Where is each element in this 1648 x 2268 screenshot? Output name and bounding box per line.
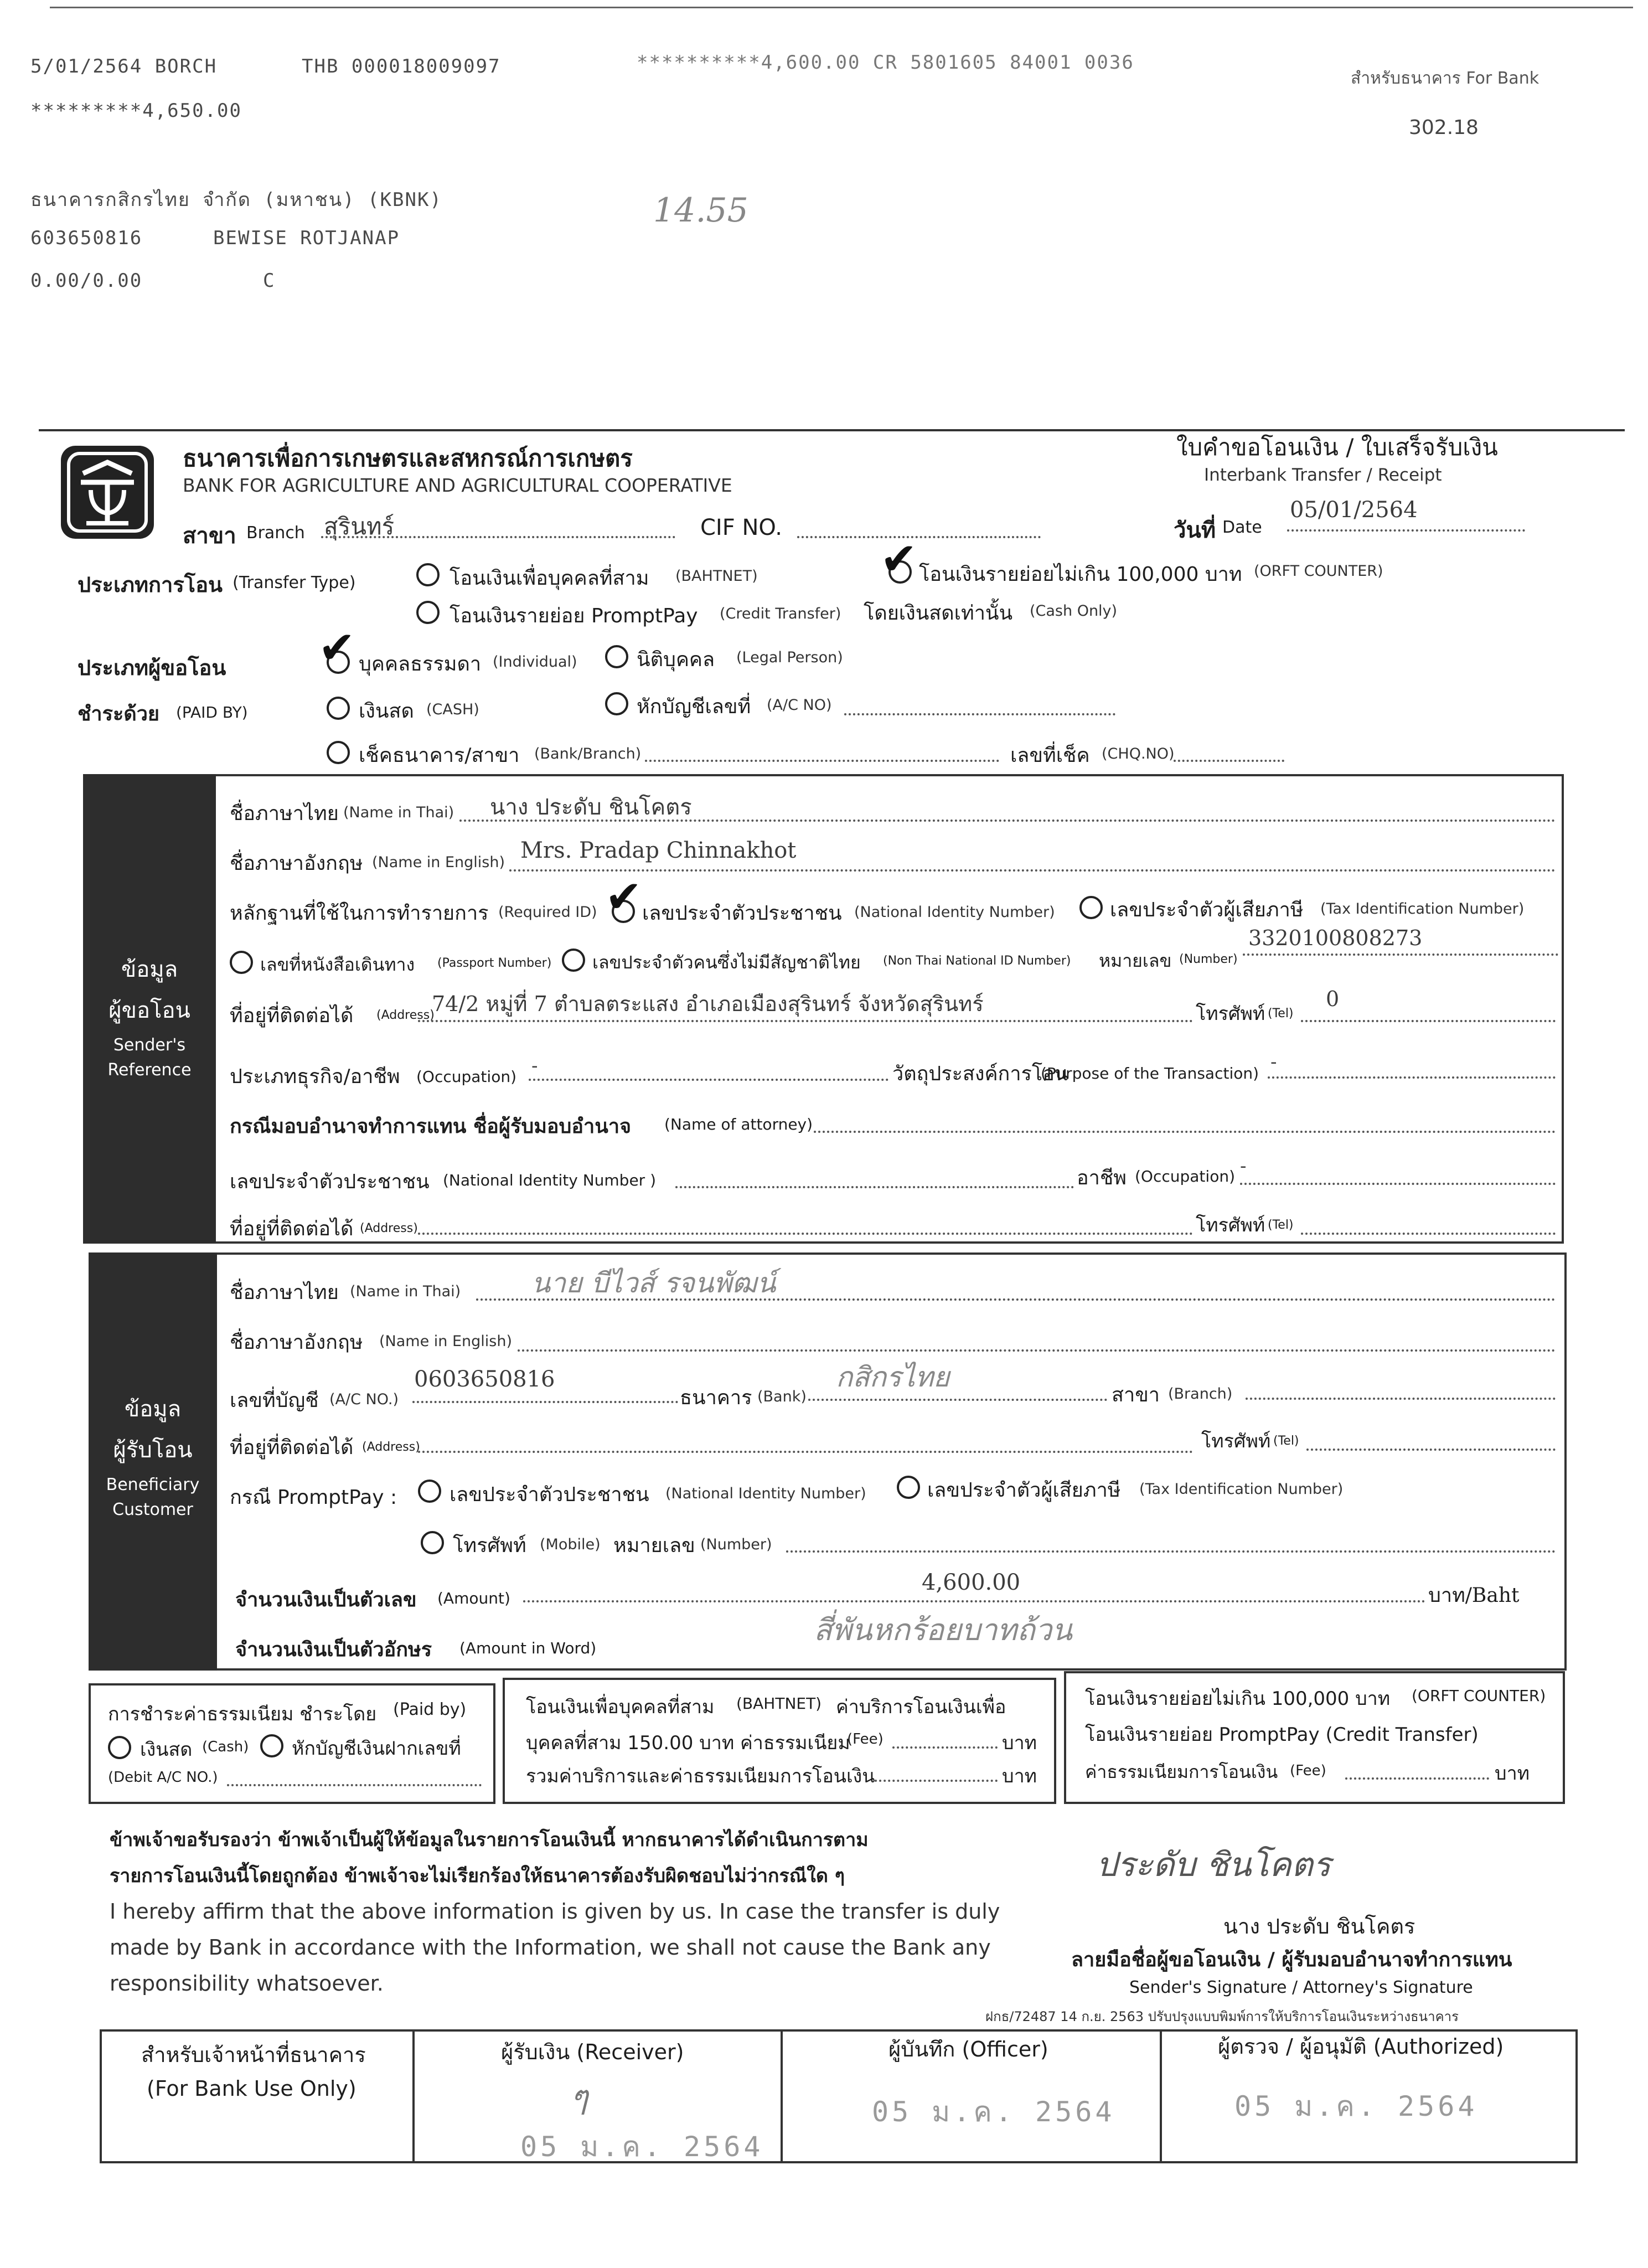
paid-cheque-label-en: (Bank/Branch) <box>534 745 642 762</box>
fee-cash-label-en: (Cash) <box>202 1739 249 1755</box>
sender-sidebar <box>83 774 216 1244</box>
branch-label-th: สาขา <box>183 523 236 549</box>
sender-address-value[interactable]: 74/2 หมู่ที่ 7 ตำบลตระแสง อำเภอเมืองสุรินทร์ จังหวัดสุรินทร์ <box>432 992 984 1016</box>
sender-name-th-value[interactable]: นาง ประดับ ชินโคตร <box>490 795 692 820</box>
receiver-initials: ๆ <box>570 2078 588 2117</box>
orft-fee-line2: โอนเงินรายย่อย PromptPay (Credit Transfer) <box>1085 1724 1479 1746</box>
tax-id-label-en: (Tax Identification Number) <box>1320 900 1525 917</box>
beneficiary-side-en-1: Beneficiary <box>106 1475 200 1494</box>
fee-cash-radio[interactable] <box>108 1736 131 1759</box>
bank-use-divider-2 <box>781 2029 783 2163</box>
cash-only-th: โดยเงินสดเท่านั้น <box>864 602 1013 625</box>
bank-use-label-th: สำหรับเจ้าหน้าที่ธนาคาร <box>141 2043 366 2067</box>
attorney-label-en: (Name of attorney) <box>664 1115 813 1133</box>
beneficiary-bank-label-en: (Bank) <box>757 1388 807 1405</box>
pp-national-id-label-en: (National Identity Number) <box>665 1485 866 1502</box>
declaration-en-1: I hereby affirm that the above information is given by us. In case the transfer is duly <box>110 1899 1000 1924</box>
attorney-tel-label-en: (Tel) <box>1268 1218 1294 1232</box>
paid-cash-label-th: เงินสด <box>359 700 414 723</box>
amount-word-label-th: จำนวนเงินเป็นตัวอักษร <box>235 1638 432 1661</box>
bahtnet-total-input[interactable] <box>875 1780 998 1782</box>
transfer-type-label-en: (Transfer Type) <box>233 573 356 592</box>
sender-name-en-label-en: (Name in English) <box>372 854 505 871</box>
bank-use-label-en: (For Bank Use Only) <box>147 2076 357 2101</box>
attorney-id-input[interactable] <box>675 1186 1074 1188</box>
bahtnet-radio[interactable] <box>416 563 440 586</box>
sender-address-label: ที่อยู่ที่ติดต่อได้ <box>230 1004 354 1027</box>
beneficiary-name-th-label-en: (Name in Thai) <box>350 1283 461 1300</box>
amount-word-value[interactable]: สี่พันหกร้อยบาทถ้วน <box>814 1612 1072 1647</box>
beneficiary-address-label-en: (Address) <box>362 1440 420 1454</box>
non-thai-id-label-th: เลขประจำตัวคนซึ่งไม่มีสัญชาติไทย <box>592 952 861 973</box>
paid-debit-input[interactable] <box>844 713 1115 715</box>
passport-label-th: เลขที่หนังสือเดินทาง <box>260 954 415 975</box>
fee-debit-input[interactable] <box>227 1784 482 1786</box>
attorney-address-label-th: ที่อยู่ที่ติดต่อได้ <box>230 1218 354 1240</box>
cheque-no-label-th: เลขที่เช็ค <box>1010 744 1090 767</box>
beneficiary-tel-label-en: (Tel) <box>1273 1434 1299 1448</box>
sender-name-en-label: ชื่อภาษาอังกฤษ <box>230 852 363 875</box>
beneficiary-acno-line <box>412 1401 678 1403</box>
sender-side-en-1: Sender's <box>113 1035 186 1055</box>
attorney-occupation-value[interactable]: - <box>1240 1155 1247 1177</box>
orft-fee-baht: บาท <box>1495 1762 1530 1785</box>
bahtnet-label-th: โอนเงินเพื่อบุคคลที่สาม <box>450 567 649 590</box>
paid-cheque-radio[interactable] <box>327 741 350 764</box>
declaration-th-2: รายการโอนเงินนี้โดยถูกต้อง ข้าพเจ้าจะไม่เรียกร้องให้ธนาคารต้องรับผิดชอบไม่ว่ากรณีใด ๆ <box>110 1865 845 1887</box>
paid-debit-label-th: หักบัญชีเลขที่ <box>637 695 751 718</box>
beneficiary-name-en-label: ชื่อภาษาอังกฤษ <box>230 1331 363 1354</box>
beneficiary-address-input[interactable] <box>418 1451 1193 1453</box>
required-id-label: หลักฐานที่ใช้ในการทำรายการ <box>230 902 489 925</box>
printout-amount-2: *********4,650.00 <box>30 100 242 122</box>
promptpay-radio[interactable] <box>416 601 440 624</box>
attorney-name-input[interactable] <box>814 1131 1556 1133</box>
pp-national-id-radio[interactable] <box>418 1480 441 1503</box>
legal-person-radio[interactable] <box>605 645 628 668</box>
declaration-en-2: made by Bank in accordance with the Information, we shall not cause the Bank any <box>110 1935 991 1960</box>
purpose-label-en: (Purpose of the Transaction) <box>1041 1064 1259 1083</box>
occupation-label-en: (Occupation) <box>416 1068 516 1086</box>
pp-number-label-en: (Number) <box>700 1536 772 1553</box>
branch-label-en: Branch <box>246 523 305 543</box>
sender-name-en-line <box>509 869 1556 872</box>
orft-fee-line1-th: โอนเงินรายย่อยไม่เกิน 100,000 บาท <box>1085 1688 1391 1710</box>
paid-cheque-label-th: เช็คธนาคาร/สาขา <box>359 744 520 767</box>
attorney-tel-input[interactable] <box>1301 1233 1556 1235</box>
pp-number-input[interactable] <box>786 1550 1556 1553</box>
form-code: ฝกธ/72487 14 ก.ย. 2563 ปรับปรุงแบบพิมพ์การให้บริการโอนเงินระหว่างธนาคาร <box>985 2009 1459 2024</box>
for-bank-label: สำหรับธนาคาร For Bank <box>1351 69 1539 88</box>
form-title-th: ใบคำขอโอนเงิน / ใบเสร็จรับเงิน <box>1176 434 1498 461</box>
passport-label-en: (Passport Number) <box>437 956 552 970</box>
baac-logo-icon <box>61 446 154 539</box>
sender-side-th-1: ข้อมูล <box>121 957 178 982</box>
beneficiary-name-th-label: ชื่อภาษาไทย <box>230 1281 339 1304</box>
beneficiary-side-th-2: ผู้รับโอน <box>113 1437 193 1463</box>
orft-fee-en: (Fee) <box>1290 1762 1326 1779</box>
amount-label-th: จำนวนเงินเป็นตัวเลข <box>235 1589 417 1611</box>
pp-tax-id-radio[interactable] <box>897 1476 920 1499</box>
bahtnet-fee-baht-1: บาท <box>1002 1732 1037 1754</box>
amount-label-en: (Amount) <box>437 1589 510 1607</box>
pp-national-id-label-th: เลขประจำตัวประชาชน <box>450 1483 649 1506</box>
beneficiary-acno-label: เลขที่บัญชี <box>230 1389 319 1412</box>
beneficiary-branch-label: สาขา <box>1112 1384 1160 1406</box>
authorized-stamp: 05 ม.ค. 2564 <box>1234 2090 1478 2122</box>
beneficiary-bank-line <box>808 1399 1107 1401</box>
beneficiary-branch-input[interactable] <box>1246 1398 1556 1400</box>
baht-label: บาท/Baht <box>1428 1584 1520 1607</box>
sender-tel-line <box>1301 1020 1556 1022</box>
cash-only-en: (Cash Only) <box>1030 602 1118 620</box>
sender-side-en-2: Reference <box>107 1060 192 1080</box>
occupation-label-th: ประเภทธุรกิจ/อาชีพ <box>230 1065 400 1088</box>
orft-fee-line1-en: (ORFT COUNTER) <box>1412 1687 1546 1705</box>
printout-code: 302.18 <box>1409 116 1479 139</box>
fee-cash-label-th: เงินสด <box>140 1739 193 1761</box>
declaration-th-1: ข้าพเจ้าขอรับรองว่า ข้าพเจ้าเป็นผู้ให้ข้อมูลในรายการโอนเงินนี้ หากธนาคารได้ดำเนินการตาม <box>110 1829 869 1851</box>
cheque-bank-input[interactable] <box>645 760 999 762</box>
date-label-en: Date <box>1222 518 1262 537</box>
pp-mobile-label-en: (Mobile) <box>540 1536 601 1553</box>
bahtnet-fee-title-rest: ค่าบริการโอนเงินเพื่อ <box>836 1696 1006 1718</box>
occupation-line <box>529 1079 888 1081</box>
date-value[interactable]: 05/01/2564 <box>1290 497 1418 523</box>
sender-name-th-label-en: (Name in Thai) <box>343 804 454 821</box>
attorney-occupation-label-en: (Occupation) <box>1135 1167 1235 1185</box>
beneficiary-acno-label-en: (A/C NO.) <box>329 1391 399 1408</box>
bahtnet-label-en: (BAHTNET) <box>675 568 758 585</box>
individual-label-en: (Individual) <box>493 653 577 671</box>
purpose-label-th: วัตถุประสงค์การโอน <box>892 1063 1068 1085</box>
attorney-address-input[interactable] <box>418 1233 1193 1235</box>
beneficiary-tel-input[interactable] <box>1306 1449 1556 1451</box>
orft-fee-line3: ค่าธรรมเนียมการโอนเงิน <box>1085 1761 1278 1782</box>
bahtnet-fee-line3: รวมค่าบริการและค่าธรรมเนียมการโอนเงิน <box>526 1765 875 1787</box>
individual-label-th: บุคคลธรรมดา <box>359 653 482 676</box>
printout-account-name: BEWISE ROTJANAP <box>213 227 400 249</box>
bahtnet-fee-baht-2: บาท <box>1002 1765 1037 1787</box>
attorney-occupation-label-th: อาชีพ <box>1077 1167 1127 1189</box>
attorney-tel-label: โทรศัพท์ <box>1196 1214 1265 1236</box>
sender-side-th-2: ผู้ขอโอน <box>109 998 190 1023</box>
sender-name-th-line <box>459 819 1556 822</box>
pp-mobile-radio[interactable] <box>421 1531 444 1554</box>
sender-signature: ประดับ ชินโคตร <box>1096 1846 1331 1884</box>
bank-name-en: BANK FOR AGRICULTURE AND AGRICULTURAL COOPERATIVE <box>183 475 732 496</box>
attorney-address-label-en: (Address) <box>360 1221 418 1235</box>
pp-number-label-th: หมายเลข <box>613 1534 695 1557</box>
fee-debit-label-en: (Debit A/C NO.) <box>108 1769 218 1786</box>
beneficiary-acno-value[interactable]: 0603650816 <box>414 1367 555 1392</box>
paid-debit-label-en: (A/C NO) <box>767 697 832 714</box>
signature-name: นาง ประดับ ชินโคตร <box>1223 1914 1415 1939</box>
number-label-th: หมายเลข <box>1099 950 1172 971</box>
individual-check-icon: ✔ <box>318 622 356 673</box>
bank-use-divider-1 <box>412 2029 415 2163</box>
orft-label-en: (ORFT COUNTER) <box>1254 563 1383 580</box>
handwritten-note: 14.55 <box>653 191 748 230</box>
promptpay-label-en: (Credit Transfer) <box>720 605 841 622</box>
cheque-no-input[interactable] <box>1174 760 1284 762</box>
sender-tel-value[interactable]: 0 <box>1326 987 1340 1011</box>
beneficiary-bank-value[interactable]: กสิกรไทย <box>836 1361 950 1393</box>
printout-amount: **********4,600.00 CR 5801605 84001 0036 <box>637 51 1134 74</box>
authorized-label: ผู้ตรวจ / ผู้อนุมัติ (Authorized) <box>1218 2034 1504 2059</box>
beneficiary-name-th-line <box>476 1298 1556 1301</box>
national-id-label-en: (National Identity Number) <box>854 904 1055 921</box>
sender-tel-label-en: (Tel) <box>1268 1007 1294 1020</box>
bank-name-th: ธนาคารเพื่อการเกษตรและสหกรณ์การเกษตร <box>183 445 633 472</box>
branch-value[interactable]: สุรินทร์ <box>324 513 395 540</box>
bahtnet-fee-line2: บุคคลที่สาม 150.00 บาท ค่าธรรมเนียม <box>526 1732 850 1754</box>
paid-cash-label-en: (CASH) <box>426 701 479 718</box>
signature-label-th: ลายมือชื่อผู้ขอโอนเงิน / ผู้รับมอบอำนาจทำการแทน <box>1071 1949 1512 1971</box>
pp-tax-id-label-th: เลขประจำตัวผู้เสียภาษี <box>927 1479 1121 1502</box>
beneficiary-branch-label-en: (Branch) <box>1168 1385 1233 1403</box>
attorney-occupation-line <box>1240 1183 1556 1185</box>
orft-fee-input[interactable] <box>1345 1777 1489 1780</box>
printout-account: 603650816 <box>30 227 143 249</box>
national-id-label-th: เลขประจำตัวประชาชน <box>642 902 842 925</box>
declaration-en-3: responsibility whatsoever. <box>110 1971 384 1996</box>
bahtnet-fee-en: (Fee) <box>847 1731 884 1748</box>
paid-debit-radio[interactable] <box>605 692 628 715</box>
signature-label-en: Sender's Signature / Attorney's Signature <box>1129 1978 1473 1997</box>
printout-flag: C <box>263 270 276 292</box>
non-thai-id-radio[interactable] <box>562 949 585 972</box>
fee-debit-radio[interactable] <box>260 1734 283 1757</box>
beneficiary-side-en-2: Customer <box>112 1500 193 1519</box>
number-label-en: (Number) <box>1179 952 1238 966</box>
printout-date-branch: 5/01/2564 BORCH <box>30 55 218 78</box>
passport-radio[interactable] <box>230 951 253 974</box>
top-edge-line <box>50 7 1633 8</box>
occupation-value[interactable]: - <box>531 1055 538 1077</box>
purpose-value[interactable]: - <box>1270 1051 1277 1073</box>
pp-mobile-label-th: โทรศัพท์ <box>453 1534 526 1557</box>
paid-cash-radio[interactable] <box>327 697 350 720</box>
sender-name-en-value[interactable]: Mrs. Pradap Chinnakhot <box>520 838 797 863</box>
beneficiary-tel-label: โทรศัพท์ <box>1201 1430 1271 1452</box>
tax-id-label-th: เลขประจำตัวผู้เสียภาษี <box>1110 899 1304 921</box>
beneficiary-name-en-input[interactable] <box>518 1349 1556 1352</box>
non-thai-id-label-en: (Non Thai National ID Number) <box>883 954 1071 968</box>
amount-line <box>523 1600 1425 1602</box>
printout-ref: THB 000018009097 <box>302 55 501 78</box>
cif-input[interactable] <box>797 536 1041 538</box>
purpose-line <box>1268 1076 1556 1079</box>
sender-id-number-line <box>1243 953 1558 956</box>
tax-id-radio[interactable] <box>1079 896 1103 919</box>
orft-label-th: โอนเงินรายย่อยไม่เกิน 100,000 บาท <box>919 563 1242 586</box>
receiver-stamp: 05 ม.ค. 2564 <box>520 2131 764 2163</box>
attorney-label-th: กรณีมอบอำนาจทำการแทน ชื่อผู้รับมอบอำนาจ <box>230 1115 632 1138</box>
beneficiary-name-en-label-en: (Name in English) <box>379 1333 512 1350</box>
required-id-label-en: (Required ID) <box>498 904 597 921</box>
printout-bank-name: ธนาคารกสิกรไทย จำกัด (มหาชน) (KBNK) <box>30 189 442 211</box>
officer-stamp: 05 ม.ค. 2564 <box>872 2096 1115 2128</box>
legal-person-label-en: (Legal Person) <box>736 649 843 666</box>
orft-check-icon: ✔ <box>880 533 918 585</box>
printout-balance: 0.00/0.00 <box>30 270 143 292</box>
beneficiary-sidebar <box>89 1252 217 1671</box>
fee-paid-by-label-th: การชำระค่าธรรมเนียม ชำระโดย <box>108 1703 377 1725</box>
attorney-id-label-en: (National Identity Number ) <box>443 1171 657 1189</box>
officer-label: ผู้บันทึก (Officer) <box>888 2037 1048 2061</box>
requester-type-label: ประเภทผู้ขอโอน <box>78 656 226 680</box>
amount-value[interactable]: 4,600.00 <box>922 1570 1021 1595</box>
beneficiary-bank-label: ธนาคาร <box>680 1386 752 1409</box>
paid-by-label-th: ชำระด้วย <box>78 703 160 725</box>
bahtnet-fee-title-th: โอนเงินเพื่อบุคคลที่สาม <box>526 1696 715 1718</box>
cheque-no-label-en: (CHQ.NO) <box>1102 745 1175 762</box>
amount-word-label-en: (Amount in Word) <box>459 1639 597 1657</box>
form-title-en: Interbank Transfer / Receipt <box>1204 465 1442 485</box>
sender-address-label-en: (Address) <box>376 1008 435 1022</box>
bahtnet-fee-input[interactable] <box>892 1746 998 1749</box>
bahtnet-fee-title-en: (BAHTNET) <box>736 1694 822 1713</box>
baac-logo <box>61 446 154 539</box>
sender-id-number-value[interactable]: 3320100808273 <box>1248 926 1423 950</box>
beneficiary-address-label: ที่อยู่ที่ติดต่อได้ <box>230 1436 354 1459</box>
legal-person-label-th: นิติบุคคล <box>637 648 715 671</box>
receiver-label: ผู้รับเงิน (Receiver) <box>501 2040 684 2064</box>
fee-paid-by-label-en: (Paid by) <box>393 1700 467 1719</box>
attorney-id-label-th: เลขประจำตัวประชาชน <box>230 1171 430 1193</box>
date-label-th: วันที่ <box>1174 518 1216 543</box>
date-line <box>1287 529 1525 532</box>
paid-by-label-en: (PAID BY) <box>176 703 248 721</box>
sender-address-line <box>418 1020 1193 1022</box>
pp-tax-id-label-en: (Tax Identification Number) <box>1139 1481 1344 1498</box>
beneficiary-side-th-1: ข้อมูล <box>124 1396 182 1422</box>
sender-tel-label: โทรศัพท์ <box>1196 1003 1265 1025</box>
promptpay-label-th: โอนเงินรายย่อย PromptPay <box>450 605 698 627</box>
transfer-type-label-th: ประเภทการโอน <box>78 573 223 597</box>
bank-use-divider-3 <box>1160 2029 1162 2163</box>
cif-label: CIF NO. <box>700 515 782 540</box>
national-id-check-icon: ✔ <box>605 871 643 922</box>
fee-debit-label-th: หักบัญชีเงินฝากเลขที่ <box>292 1738 461 1760</box>
beneficiary-name-th-value[interactable]: นาย บีไวส์ รจนพัฒน์ <box>531 1267 776 1299</box>
sender-name-th-label: ชื่อภาษาไทย <box>230 802 339 825</box>
branch-line <box>321 536 675 538</box>
promptpay-case-label: กรณี PromptPay : <box>230 1486 397 1509</box>
